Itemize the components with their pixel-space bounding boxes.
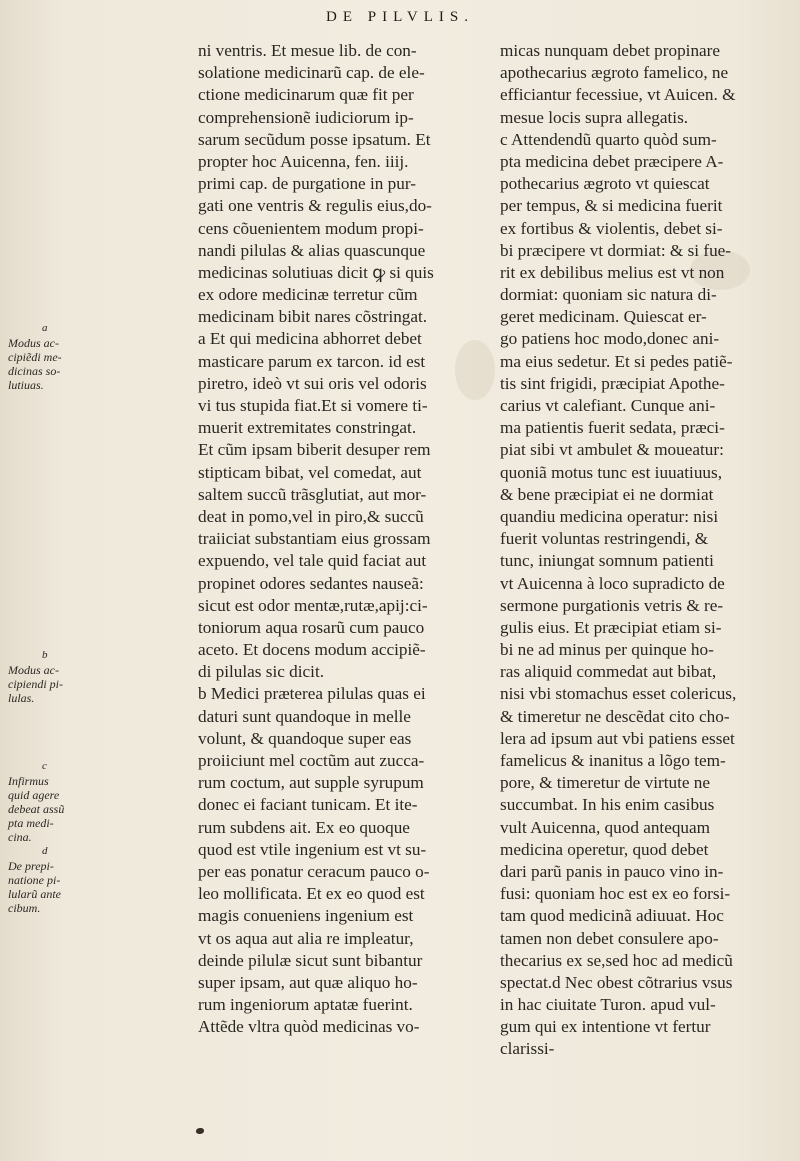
left-text-line: propinet odores sedantes nauseã: <box>198 573 424 593</box>
left-text-line: rum subdens ait. Ex eo quoque <box>198 817 410 837</box>
left-text-line: sarum secũdum posse ipsatum. Et <box>198 129 431 149</box>
left-text-line: per eas ponatur ceracum pauco o- <box>198 861 430 881</box>
left-text-line: deinde pilulæ sicut sunt bibantur <box>198 950 423 970</box>
left-text-line: stipticam bibat, vel comedat, aut <box>198 462 422 482</box>
left-text-line: ex odore medicinæ terretur cũm <box>198 285 418 305</box>
right-text-line: tamen non debet consulere apo- <box>500 928 719 948</box>
left-text-line: daturi sunt quandoque in melle <box>198 706 411 726</box>
margin-note-letter: d <box>42 845 48 857</box>
left-text-line: donec ei faciant tunicam. Et ite- <box>198 795 418 815</box>
left-text-line: di pilulas sic dicit. <box>198 662 325 682</box>
right-text-line: & bene præcipiat ei ne dormiat <box>500 484 714 504</box>
left-text-line: quod est vtile ingenium est vt su- <box>198 839 427 859</box>
right-text-line: pta medicina debet præcipere A- <box>500 151 724 171</box>
right-text-line: vt Auicenna à loco supradicto de <box>500 573 725 593</box>
margin-note-line: De prepi- <box>8 859 54 873</box>
right-text-line: lera ad ipsum aut vbi patiens esset <box>500 728 735 748</box>
right-text-line: medicina operetur, quod debet <box>500 839 709 859</box>
margin-note-line: Modus ac- <box>8 663 59 677</box>
right-text-line: carius vt calefiant. Cunque ani- <box>500 396 716 415</box>
right-text-line: ex fortibus & violentis, debet si- <box>500 218 723 238</box>
right-text-line: clarissi- <box>500 1039 555 1059</box>
left-text-line: rum coctum, aut supple syrupum <box>198 773 424 793</box>
right-text-line: nisi vbi stomachus esset colericus, <box>500 684 737 704</box>
left-text-line: deat in pomo,vel in piro,& succũ <box>198 506 424 526</box>
left-text-column <box>198 40 488 1038</box>
margin-note-line: cibum. <box>8 901 41 915</box>
right-text-line: dormiat: quoniam sic natura di- <box>500 285 717 305</box>
left-text-line: rum ingeniorum aptatæ fuerint. <box>198 995 413 1015</box>
left-text-line: Attẽde vltra quòd medicinas vo- <box>198 1017 420 1037</box>
right-text-line: in hac ciuitate Turon. apud vul- <box>500 995 716 1015</box>
margin-note-line: lutiuas. <box>8 378 44 392</box>
margin-note-line: Modus ac- <box>8 336 59 350</box>
right-text-line: tunc, iniungat somnum patienti <box>500 551 714 571</box>
margin-note-line: lulas. <box>8 691 35 705</box>
left-text-line: medicinam bibit nares cõstringat. <box>198 307 428 327</box>
left-text-line: volunt, & quandoque super eas <box>198 728 412 748</box>
left-text-line: vi tus stupida fiat.Et si vomere ti- <box>198 396 428 415</box>
left-text-line: medicinas solutiuas dicit ꝙ si quis <box>198 262 434 282</box>
left-text-line: ctione medicinarum quæ fit per <box>198 85 414 105</box>
right-text-line: fusi: quoniam hoc est ex eo forsi- <box>500 884 731 904</box>
right-text-line: succumbat. In his enim casibus <box>500 795 715 815</box>
left-text-line: cens cõuenientem modum propi- <box>198 218 424 238</box>
left-text-line: muerit extremitates constringat. <box>198 418 417 438</box>
margin-note <box>0 760 130 844</box>
left-text-line: proiiciunt mel coctũm aut zucca- <box>198 751 425 770</box>
right-text-line: tis sint frigidi, præcipiat Apothe- <box>500 373 725 393</box>
left-text-line: gati one ventris & regulis eius,do- <box>198 196 432 216</box>
margin-note-line: cipiendi pi- <box>8 677 63 691</box>
right-text-line: pothecarius ægroto vt quiescat <box>500 174 710 194</box>
margin-note-line: cipiẽdi me- <box>8 350 62 364</box>
margin-note-line: debeat assũ <box>8 802 65 816</box>
right-text-line: gulis eius. Et præcipiat etiam si- <box>500 617 722 637</box>
right-text-line: per tempus, & si medicina fuerit <box>500 196 723 216</box>
margin-note-line: Infirmus <box>8 774 49 788</box>
right-text-line: thecarius ex se,sed hoc ad medicũ <box>500 950 733 970</box>
left-text-line: propter hoc Auicenna, fen. iiij. <box>198 151 409 171</box>
right-text-line: & timeretur ne descẽdat cito cho- <box>500 706 730 726</box>
right-text-line: ras aliquid commedat aut bibat, <box>500 662 717 682</box>
left-text-line: leo mollificata. Et ex eo quod est <box>198 884 425 904</box>
right-text-line: bi præcipere vt dormiat: & si fue- <box>500 240 732 260</box>
right-text-line: mesue locis supra allegatis. <box>500 107 689 127</box>
left-text-line: toniorum aqua rosarũ cum pauco <box>198 617 425 637</box>
right-text-line: go patiens hoc modo,donec ani- <box>500 329 720 349</box>
left-text-line: super ipsam, aut quæ aliquo ho- <box>198 972 418 992</box>
margin-note-line: lularũ ante <box>8 887 61 901</box>
right-text-line: spectat.d Nec obest cõtrarius vsus <box>500 972 733 992</box>
right-text-line: vult Auicenna, quod antequam <box>500 817 711 837</box>
margin-note-line: quid agere <box>8 788 60 802</box>
left-text-line: ni ventris. Et mesue lib. de con- <box>198 41 417 60</box>
right-text-line: gum qui ex intentione vt fertur <box>500 1017 711 1037</box>
margin-note <box>0 845 130 915</box>
left-text-line: vt os aqua aut alia re impleatur, <box>198 928 414 948</box>
left-text-line: Et cũm ipsam biberit desuper rem <box>198 440 431 460</box>
right-text-line: rit ex debilibus melius est vt non <box>500 262 725 282</box>
right-text-line: bi ne ad minus per quinque ho- <box>500 640 714 660</box>
margin-note-letter: b <box>42 649 48 661</box>
left-text-line: expuendo, vel tale quid faciat aut <box>198 551 427 571</box>
left-text-line: magis conueniens ingenium est <box>198 906 414 926</box>
left-text-line: b Medici præterea pilulas quas ei <box>198 684 426 704</box>
right-text-line: quoniã motus tunc est iuuatiuus, <box>500 462 722 482</box>
margin-note-letter: c <box>42 760 47 772</box>
margin-note-letter: a <box>42 322 48 334</box>
right-text-line: piat sibi vt ambulet & moueatur: <box>500 440 724 460</box>
left-text-line: nandi pilulas & alias quascunque <box>198 240 426 260</box>
right-text-line: famelicus & inanitus a lõgo tem- <box>500 751 726 770</box>
left-text-line: a Et qui medicina abhorret debet <box>198 329 422 349</box>
right-text-line: fuerit voluntas restringendi, & <box>500 529 709 549</box>
margin-note-line: dicinas so- <box>8 364 61 378</box>
right-text-line: pore, & timeretur de virtute ne <box>500 773 710 793</box>
left-text-line: piretro, ideò vt sui oris vel odoris <box>198 373 427 393</box>
margin-note-line: cina. <box>8 830 32 844</box>
left-text-line: solatione medicinarũ cap. de ele- <box>198 63 425 83</box>
ink-blot-mark <box>196 1128 204 1134</box>
right-text-line: efficiantur fecessiue, vt Auicen. & <box>500 85 736 105</box>
right-text-line: apothecarius ægroto famelico, ne <box>500 63 729 83</box>
margin-note <box>0 649 130 705</box>
right-text-line: sermone purgationis vetris & re- <box>500 595 724 615</box>
margin-note <box>0 322 130 392</box>
right-text-line: tam quod medicinã adiuuat. Hoc <box>500 906 724 926</box>
right-text-line: ma eius sedetur. Et si pedes patiẽ- <box>500 351 733 371</box>
right-text-column <box>500 40 790 1061</box>
left-text-line: aceto. Et docens modum accipiẽ- <box>198 640 426 660</box>
left-text-line: primi cap. de purgatione in pur- <box>198 174 416 194</box>
right-text-line: micas nunquam debet propinare <box>500 41 721 60</box>
left-text-line: comprehensionẽ iudiciorum ip- <box>198 107 414 127</box>
left-text-line: sicut est odor mentæ,rutæ,apij:ci- <box>198 595 428 615</box>
left-text-line: traiiciat substantiam eius grossam <box>198 529 431 549</box>
left-text-line: masticare parum ex tarcon. id est <box>198 351 426 371</box>
margin-note-line: natione pi- <box>8 873 61 887</box>
right-text-line: quandiu medicina operatur: nisi <box>500 506 719 526</box>
right-text-line: geret medicinam. Quiescat er- <box>500 307 707 327</box>
right-text-line: ma patientis fuerit sedata, præci- <box>500 418 725 438</box>
left-text-line: saltem succũ trãsglutiat, aut mor- <box>198 484 427 504</box>
margin-note-line: pta medi- <box>8 816 54 830</box>
running-head: DE PILVLIS. <box>326 9 474 25</box>
right-text-line: dari parũ panis in pauco vino in- <box>500 861 724 881</box>
right-text-line: c Attendendũ quarto quòd sum- <box>500 129 717 149</box>
